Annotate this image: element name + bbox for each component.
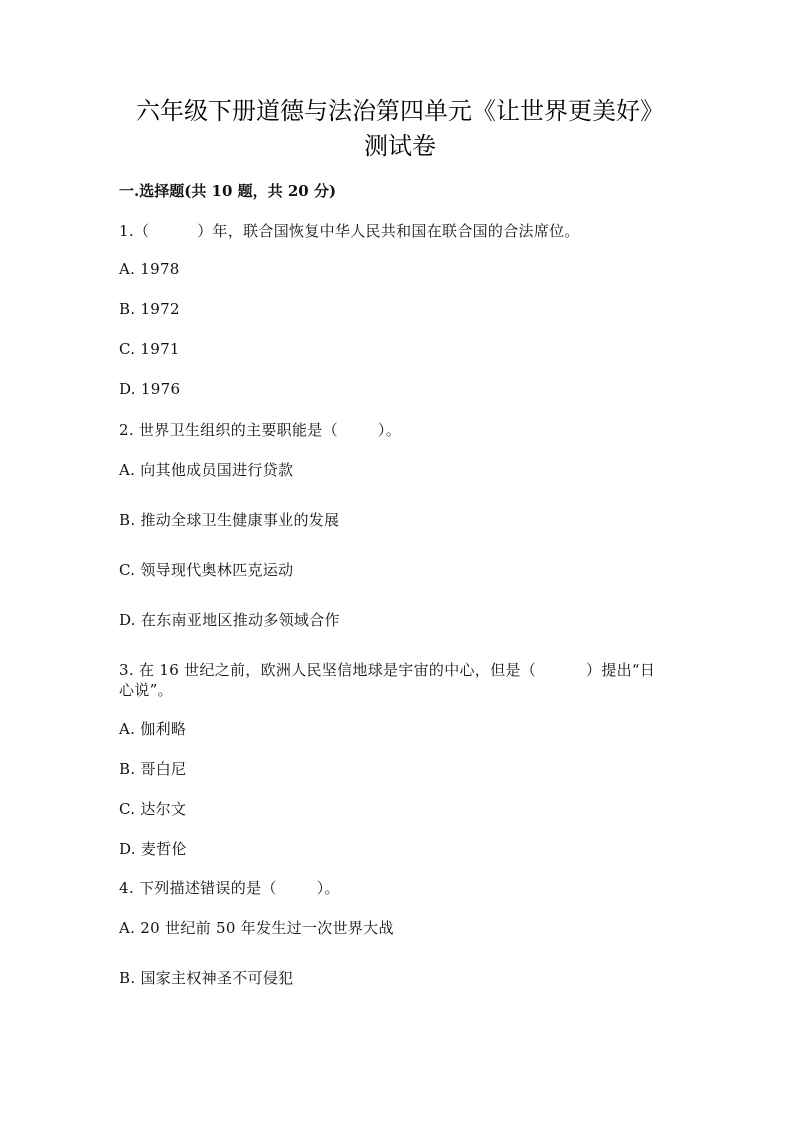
question-2-option-c: C. 领导现代奥林匹克运动 — [119, 561, 294, 579]
question-2-stem-end: ）。 — [377, 421, 401, 439]
question-1-option-c: C. 1971 — [119, 340, 180, 358]
question-3-option-d: D. 麦哲伦 — [119, 840, 187, 858]
question-3-option-b: B. 哥白尼 — [119, 760, 187, 778]
question-1-option-a: A. 1978 — [119, 260, 180, 278]
exam-title-line-2: 测试卷 — [364, 132, 436, 160]
question-3-stem-line-1 — [119, 659, 655, 680]
question-3-stem-end: ）提出“日 — [586, 661, 656, 679]
question-2-stem-start: 2. 世界卫生组织的主要职能是（ — [119, 421, 338, 439]
question-4-stem-end: ）。 — [316, 879, 340, 897]
question-2-option-d: D. 在东南亚地区推动多领域合作 — [119, 611, 340, 629]
question-3-option-c: C. 达尔文 — [119, 800, 187, 818]
question-2-stem — [119, 419, 401, 440]
exam-title-line-1: 六年级下册道德与法治第四单元《让世界更美好》 — [136, 97, 664, 125]
question-4-option-a: A. 20 世纪前 50 年发生过一次世界大战 — [119, 919, 394, 937]
question-1-stem-start: 1.（ — [119, 222, 150, 240]
question-1-stem-end: ）年，联合国恢复中华人民共和国在联合国的合法席位。 — [197, 222, 580, 240]
section-heading: 一.选择题(共 10 题，共 20 分) — [119, 182, 337, 200]
question-4-stem — [119, 877, 340, 898]
question-3-stem-start: 3. 在 16 世纪之前，欧洲人民坚信地球是宇宙的中心，但是（ — [119, 661, 537, 679]
question-4-stem-start: 4. 下列描述错误的是（ — [119, 879, 277, 897]
question-2-option-a: A. 向其他成员国进行贷款 — [119, 461, 294, 479]
question-1-stem — [119, 220, 580, 241]
question-3-stem-line-2: 心说”。 — [119, 681, 173, 699]
question-1-option-d: D. 1976 — [119, 380, 181, 398]
question-2-option-b: B. 推动全球卫生健康事业的发展 — [119, 511, 340, 529]
question-4-option-b: B. 国家主权神圣不可侵犯 — [119, 969, 294, 987]
question-1-option-b: B. 1972 — [119, 300, 180, 318]
question-3-option-a: A. 伽利略 — [119, 720, 187, 738]
